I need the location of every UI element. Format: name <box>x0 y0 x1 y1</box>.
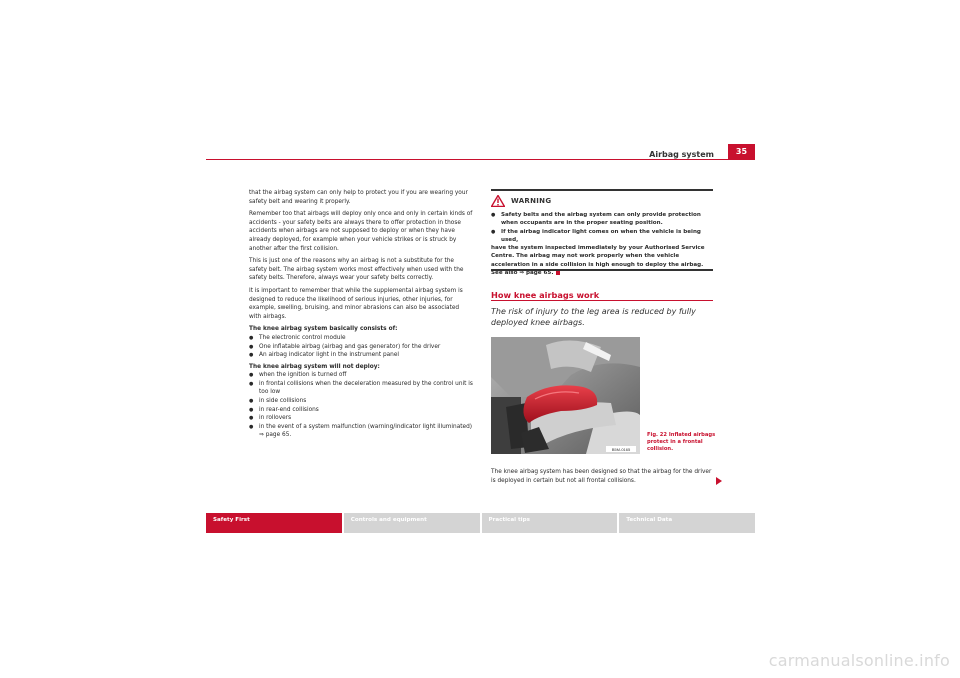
list-item-text: in the event of a system malfunction (warning/indicator light illuminated) <box>259 423 473 430</box>
list-item: ● when the ignition is turned off <box>249 371 473 380</box>
warning-triangle-icon <box>491 195 505 207</box>
section-title: How knee airbags work <box>491 290 600 300</box>
figure-caption: Fig. 22 Inflated airbags protect in a frontal collision. <box>647 432 716 452</box>
warning-item-text: have the system inspected immediately by your Authorised Service Centre. The airbag may not work properly when the vehicle acceleration in a side collision is high enough to deploy the airbag. See also ⇒ page 65. <box>491 245 705 277</box>
warning-item: ● If the airbag indicator light comes on when the vehicle is being used, <box>491 228 713 245</box>
list-item: ● in frontal collisions when the deceleration measured by the control unit is too low <box>249 380 473 397</box>
knee-airbag-figure <box>491 337 640 454</box>
warning-title: WARNING <box>511 196 552 205</box>
list-item: ● in side collisions <box>249 397 473 406</box>
paragraph: that the airbag system can only help to protect you if you are wearing your safety belt and wearing it properly. <box>249 190 468 205</box>
warning-item: ● Safety belts and the airbag system can only provide protection when occupants are in the proper seating position. <box>491 211 713 228</box>
left-column <box>249 189 473 443</box>
list-item: ● The electronic control module <box>249 334 473 343</box>
figure-code: B5M-0165 <box>611 447 631 452</box>
continued-arrow-icon <box>716 477 722 485</box>
paragraph: Remember too that airbags will deploy only once and only in certain kinds of accidents - your safety belts are always there to offer protection in those accidents when airbags are not supposed to deploy or when they have already deployed, for example when your vehicle strikes or is struck by another after the first collision. <box>249 211 473 252</box>
page-reference-link[interactable]: ⇒ page 65. <box>259 432 292 439</box>
consists-heading: The knee airbag system basically consists of: <box>249 326 398 333</box>
list-item: ● in rear-end collisions <box>249 406 473 415</box>
section-rule <box>491 300 713 301</box>
header-rule <box>206 159 728 160</box>
page-header-title: Airbag system <box>649 150 714 159</box>
list-item: ● An airbag indicator light in the instrument panel <box>249 351 473 360</box>
tab-controls-and-equipment[interactable]: Controls and equipment <box>344 513 480 533</box>
tab-safety-first[interactable]: Safety First <box>206 513 342 533</box>
section-lead: The risk of injury to the leg area is reduced by fully deployed knee airbags. <box>491 307 696 327</box>
watermark: carmanualsonline.info <box>768 651 950 670</box>
warning-body <box>491 211 713 277</box>
tab-technical-data[interactable]: Technical Data <box>619 513 755 533</box>
paragraph: The knee airbag system has been designed so that the airbag for the driver is deployed in certain but not all frontal collisions. <box>491 469 712 484</box>
nodeploy-heading: The knee airbag system will not deploy: <box>249 363 380 370</box>
warning-item-continuation <box>491 244 713 277</box>
end-of-section-marker <box>556 271 560 275</box>
tab-practical-tips[interactable]: Practical tips <box>482 513 618 533</box>
warning-box <box>491 189 713 277</box>
footer-tab-bar <box>206 513 755 533</box>
knee-airbag-illustration <box>491 337 640 454</box>
warning-header <box>491 191 713 211</box>
paragraph: This is just one of the reasons why an airbag is not a substitute for the safety belt. The airbag system works most effectively when used with the safety belts. Therefore, always wear your safety belts correctly. <box>249 258 464 282</box>
consists-list <box>249 334 473 360</box>
nodeploy-list <box>249 371 473 440</box>
page-number: 35 <box>728 144 755 160</box>
list-item: ● One inflatable airbag (airbag and gas generator) for the driver <box>249 343 473 352</box>
list-item <box>249 423 473 440</box>
list-item: ● in rollovers <box>249 414 473 423</box>
paragraph: It is important to remember that while the supplemental airbag system is designed to reduce the likelihood of serious injuries, other injuries, for example, swelling, bruising, and minor abrasions can also be associated with airbags. <box>249 287 463 320</box>
